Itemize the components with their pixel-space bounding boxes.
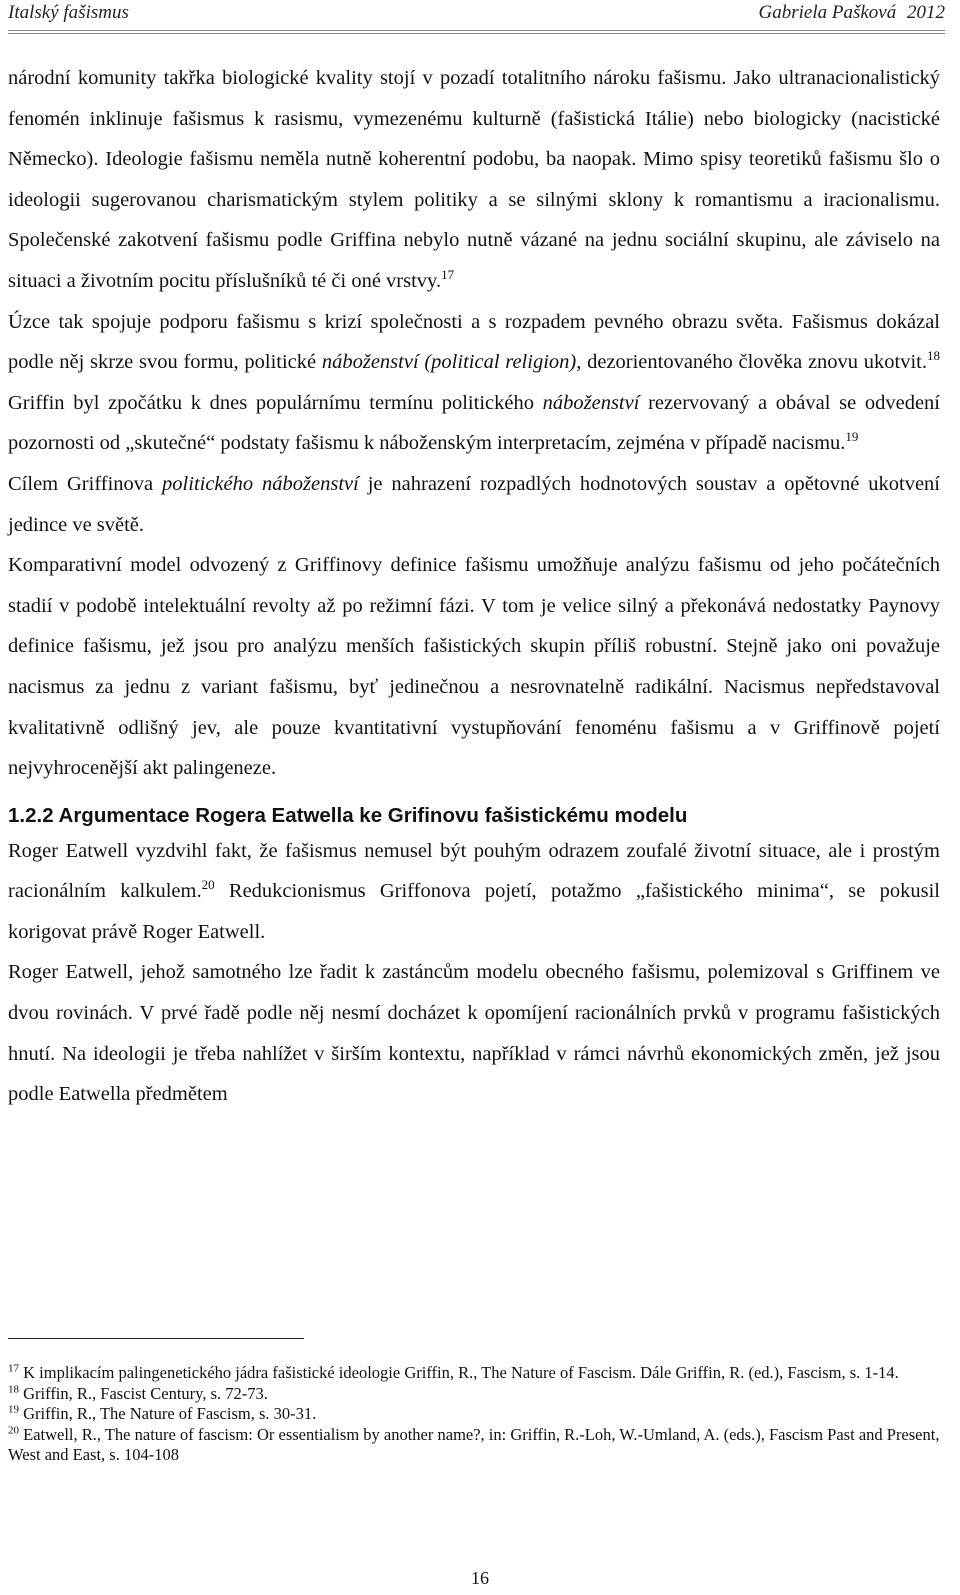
header-title: Italský fašismus bbox=[8, 2, 129, 23]
paragraph-5-text-b: Redukcionismus Griffonova pojetí, potažmo „fašistického minima“, se pokusil korigovat právě Roger Eatwell. bbox=[8, 880, 940, 943]
page-number: 16 bbox=[471, 1568, 489, 1588]
section-heading: 1.2.2 Argumentace Rogera Eatwella ke Grifinovu fašistickému modelu bbox=[8, 803, 688, 827]
header-meta bbox=[753, 2, 945, 24]
footnote-separator bbox=[8, 1338, 304, 1339]
page-header bbox=[8, 0, 945, 26]
footnote-text: Griffin, R., The Nature of Fascism, s. 30-31. bbox=[19, 1404, 317, 1423]
footnote-ref-19[interactable]: 19 bbox=[845, 429, 859, 445]
paragraph-2-text-b: , dezorientovaného člověka znovu ukotvit. bbox=[576, 351, 927, 374]
footnote-18 bbox=[8, 1384, 940, 1405]
paragraph-1-text: národní komunity takřka biologické kvality stojí v pozadí totalitního nároku fašismu. Jako ultranacionalistický fenomén inklinuje fašismus k rasismu, vymezenému kulturně (fašistická Itálie) nebo biologicky (nacistické Německo). Ideologie fašismu neměla nutně koherentní podobu, ba naopak. Mimo spisy teoretiků fašismu šlo o ideologii sugerovanou charismatickým stylem politiky a se silnými sklony k romantismu a iracionalismu. Společenské zakotvení fašismu podle Griffina nebylo nutně vázané na jednu sociální skupinu, ale záviselo na situaci a životním pocitu příslušníků té či oné vrstvy. bbox=[8, 67, 940, 292]
footnote-text: K implikacím palingenetického jádra fašistické ideologie Griffin, R., The Nature of Fascism. Dále Griffin, R. (ed.), Fascism, s. 1-14. bbox=[19, 1363, 899, 1382]
footnote-17 bbox=[8, 1363, 940, 1384]
paragraph-4: Komparativní model odvozený z Griffinovy definice fašismu umožňuje analýzu fašismu od jeho počátečních stadií v podobě intelektuální revolty až po režimní fázi. V tom je velice silný a překonává nedostatky Paynovy definice fašismu, jež jsou pro analýzu menších fašistických skupin příliš robustní. Stejně jako oni považuje nacismus za jednu z variant fašismu, byť jedinečnou a nesrovnatelně radikální. Nacismus nepředstavoval kvalitativně odlišný jev, ale pouze kvantitativní vystupňování fenoménu fašismu a v Griffinově pojetí nejvyhrocenější akt palingeneze. bbox=[8, 554, 940, 780]
footnote-ref-20[interactable]: 20 bbox=[201, 877, 215, 893]
paragraph-3-text-a: Cílem Griffinova bbox=[8, 472, 163, 495]
header-author: Gabriela Pašková bbox=[758, 2, 897, 23]
footnotes bbox=[8, 1363, 940, 1466]
header-divider-second bbox=[8, 33, 945, 34]
footnote-ref-17[interactable]: 17 bbox=[441, 267, 455, 283]
main-text bbox=[8, 58, 940, 1115]
paragraph-2-text-c: Griffin byl zpočátku k dnes populárnímu termínu politického bbox=[8, 391, 543, 414]
header-divider bbox=[8, 30, 945, 31]
paragraph-5-text-a: Roger Eatwell vyzdvihl fakt, že fašismus nemusel být pouhým odrazem zoufalé životní situace, ale i prostým racionálním kalkulem. bbox=[8, 839, 940, 903]
footnote-text: Eatwell, R., The nature of fascism: Or essentialism by another name?, in: Griffin, R.-Loh, W.-Umland, A. (eds.), Fascism Past and Present, West and East, s. 104-108 bbox=[8, 1424, 940, 1464]
footnote-20 bbox=[8, 1425, 940, 1466]
footnote-number: 19 bbox=[8, 1403, 19, 1416]
paragraph-2-emphasis-2: náboženství bbox=[542, 391, 640, 414]
footnote-text: Griffin, R., Fascist Century, s. 72-73. bbox=[19, 1383, 268, 1403]
footnote-number: 17 bbox=[8, 1362, 19, 1375]
header-year: 2012 bbox=[907, 2, 945, 23]
footnote-number: 20 bbox=[8, 1424, 19, 1436]
footnote-number: 18 bbox=[8, 1383, 19, 1395]
paragraph-6: Roger Eatwell, jehož samotného lze řadit k zastáncům modelu obecného fašismu, polemizoval s Griffinem ve dvou rovinách. V prvé řadě podle něj nesmí docházet k opomíjení racionálních prvků v programu fašistických hnutí. Na ideologii je třeba nahlížet v širším kontextu, například v rámci návrhů ekonomických změn, jež jsou podle Eatwella předmětem bbox=[8, 961, 940, 1106]
paragraph-2 bbox=[8, 302, 940, 464]
paragraph-3 bbox=[8, 464, 940, 545]
paragraph-2-text-a: Úzce tak spojuje podporu fašismu s krizí společnosti a s rozpadem pevného obrazu světa. Fašismus dokázal podle něj skrze svou formu, politické bbox=[8, 310, 940, 374]
paragraph-2-text-d: rezervovaný a obával se odvedení pozornosti od „skutečné“ podstaty fašismu k náboženským interpretacím, zejména v případě nacismu. bbox=[8, 391, 940, 455]
footnote-ref-18[interactable]: 18 bbox=[927, 348, 940, 364]
footnote-19 bbox=[8, 1404, 940, 1425]
paragraph-3-emphasis: politického náboženství bbox=[162, 472, 359, 495]
paragraph-2-emphasis-1: náboženství (political religion) bbox=[321, 351, 577, 374]
paragraph-1 bbox=[8, 58, 940, 302]
paragraph-3-text-b: je nahrazení rozpadlých hodnotových soustav a opětovné ukotvení jedince ve světě. bbox=[8, 472, 940, 536]
paragraph-5 bbox=[8, 831, 940, 953]
